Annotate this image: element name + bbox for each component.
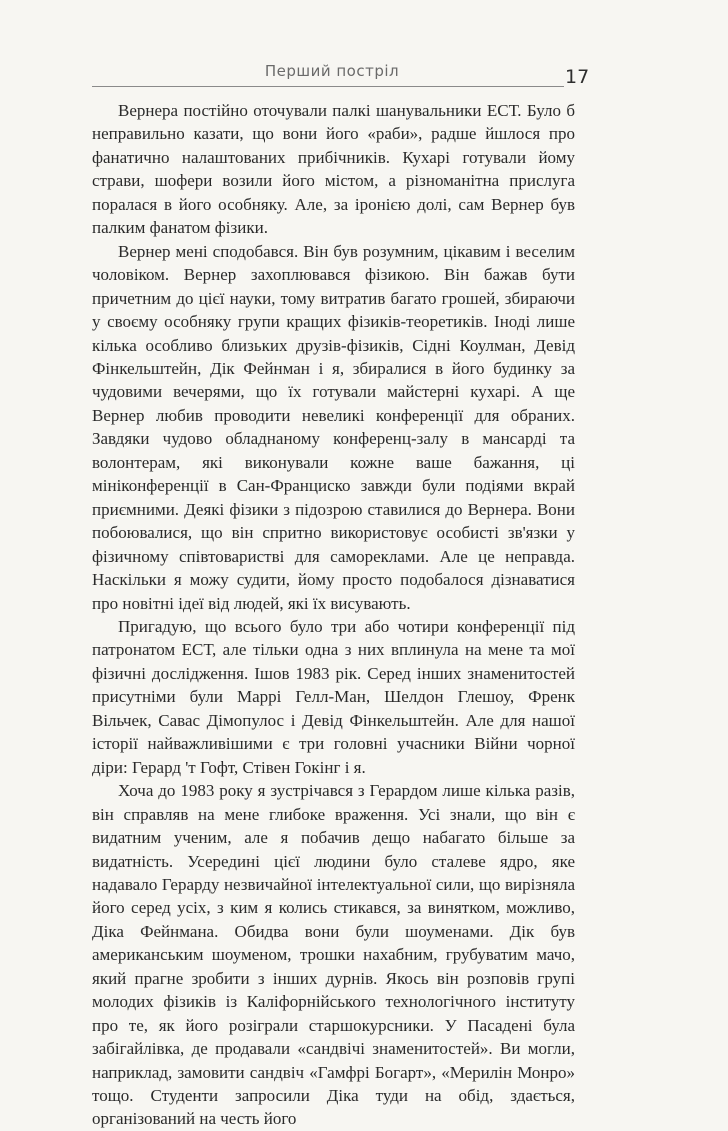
running-head	[92, 60, 572, 86]
paragraph-1: Вернера постійно оточували палкі шанувальники ЕСТ. Було б неправильно казати, що вони його «раби», радше йшлося про фанатично налаштованих прибічників. Кухарі готували йому страви, шофери возили його містом, а різноманітна прислуга поралася в його особняку. Але, за іронією долі, сам Вернер був палким фанатом фізики.	[92, 101, 575, 238]
header-divider	[92, 86, 564, 87]
running-title: Перший постріл	[264, 62, 400, 80]
paragraph-3: Пригадую, що всього було три або чотири конференції під патронатом ЕСТ, але тільки одна з них вплинула на мене та мої фізичні дослідження. Ішов 1983 рік. Серед інших знаменитостей присутніми були Маррі Гелл-Ман, Шелдон Глешоу, Френк Вільчек, Савас Дімопулос і Девід Фінкельштейн. Але для нашої історії найважливішими є три головні учасники Війни чорної діри: Герард 'т Гофт, Стівен Гокінг і я.	[92, 616, 575, 777]
paragraph-4: Хоча до 1983 року я зустрічався з Герардом лише кілька разів, він справляв на мене глибоке враження. Усі знали, що він є видатним ученим, але я побачив дещо набагато більше за видатність. Усередині цієї людини було сталеве ядро, яке надавало Герарду незвичайної інтелектуальної сили, що вирізняла його серед усіх, з ким я колись стикався, за винятком, можливо, Діка Фейнмана. Обидва вони були шоуменами. Дік був американським шоуменом, трошки нахабним, грубуватим мачо, який прагне зробити з інших дурнів. Якось він розповів групі молодих фізиків із Каліфорнійського технологічного інституту про те, як його розіграли старшокурсники. У Пасадені була забігайлівка, де продавали «сандвічі знаменитостей». Ви могли, наприклад, замовити сандвіч «Гамфрі Богарт», «Мерилін Монро» тощо. Студенти запросили Діка туди на обід, здається, організований на честь його	[92, 781, 575, 1129]
page-number: 17	[565, 66, 590, 88]
body-text	[92, 99, 575, 1131]
paragraph-2: Вернер мені сподобався. Він був розумним, цікавим і веселим чоловіком. Вернер захоплювався фізикою. Він бажав бути причетним до цієї науки, тому витратив багато грошей, збираючи у своєму особняку групи кращих фізиків-теоретиків. Іноді лише кілька особливо близьких друзів-фізиків, Сідні Коулман, Девід Фінкельштейн, Дік Фейнман і я, збиралися в його будинку за чудовими вечерями, що їх готували майстерні кухарі. А ще Вернер любив проводити невеликі конференції для обраних. Завдяки чудово обладнаному конференц-залу в мансарді та волонтерам, які виконували кожне ваше бажання, ці мініконференції в Сан-Франциско завжди були подіями вкрай приємними. Деякі фізики з підозрою ставилися до Вернера. Вони побоювалися, що він спритно використовує особисті зв'язки у фізичному співтоваристві для самореклами. Але це неправда. Наскільки я можу судити, йому просто подобалося дізнаватися про новітні ідеї від людей, які їх висувають.	[92, 241, 575, 613]
